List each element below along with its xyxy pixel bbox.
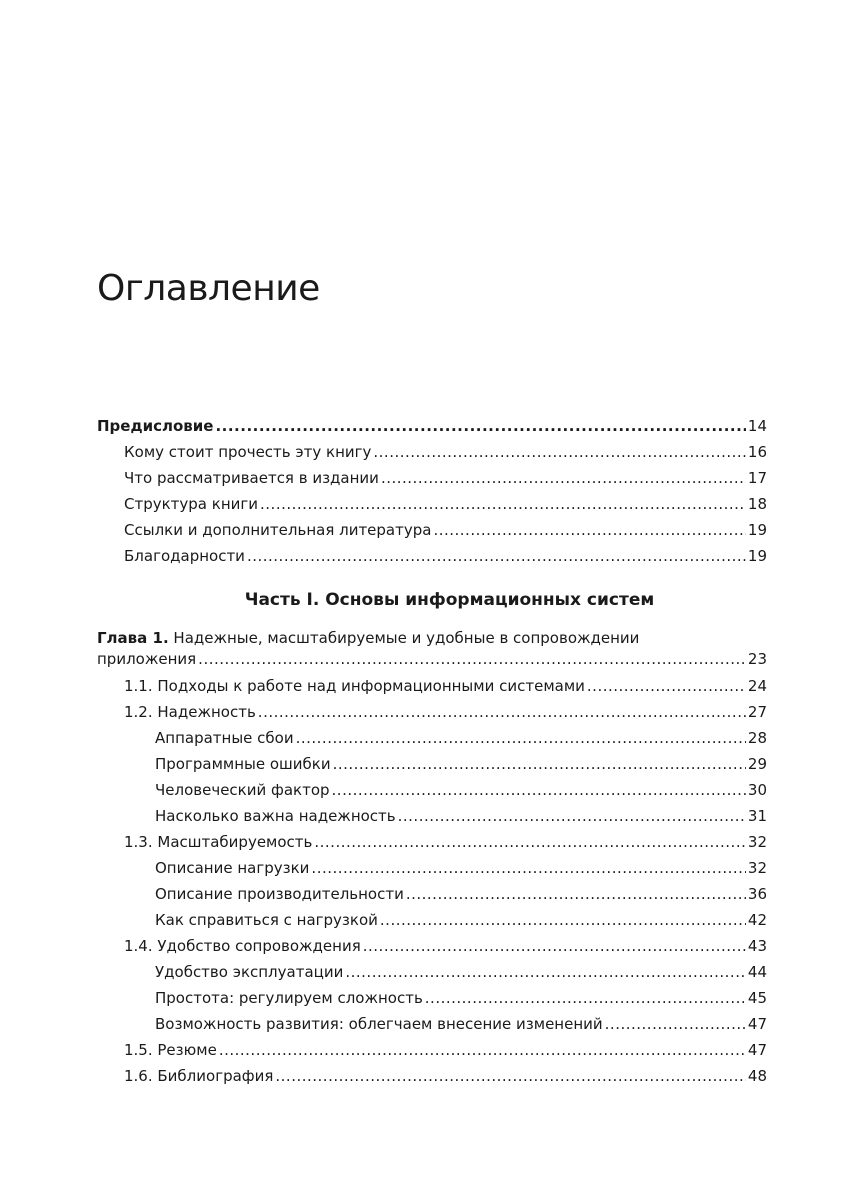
dot-leader bbox=[258, 699, 746, 725]
dot-leader bbox=[275, 1063, 746, 1089]
toc-entry-label: Простота: регулируем сложность bbox=[155, 985, 425, 1011]
toc-entry[interactable] bbox=[97, 673, 767, 699]
dot-leader bbox=[380, 907, 746, 933]
toc-entry[interactable] bbox=[97, 491, 767, 517]
toc-entry-label: 1.5. Резюме bbox=[124, 1037, 219, 1063]
toc-page-number: 42 bbox=[747, 911, 767, 929]
toc-entry[interactable] bbox=[97, 855, 767, 881]
toc-entry[interactable] bbox=[97, 543, 767, 569]
toc-entry-label: 1.2. Надежность bbox=[124, 699, 258, 725]
chapter-title-line2: приложения bbox=[97, 650, 197, 668]
toc-entry-chapter-1[interactable] bbox=[97, 627, 767, 673]
toc-entry[interactable] bbox=[97, 959, 767, 985]
dot-leader bbox=[260, 491, 746, 517]
dot-leader bbox=[433, 517, 745, 543]
toc-page-number: 30 bbox=[747, 781, 767, 799]
toc-page-number: 43 bbox=[747, 937, 767, 955]
toc-page-number: 31 bbox=[747, 807, 767, 825]
toc-page-number: 44 bbox=[747, 963, 767, 981]
dot-leader bbox=[296, 725, 746, 751]
toc-entry-label: Удобство эксплуатации bbox=[155, 959, 345, 985]
toc-page-number: 32 bbox=[747, 859, 767, 877]
toc-entry[interactable] bbox=[97, 751, 767, 777]
toc-entry-label: 1.1. Подходы к работе над информационными системами bbox=[124, 673, 587, 699]
toc-entry-label: Предисловие bbox=[97, 413, 215, 439]
toc-entry[interactable] bbox=[97, 907, 767, 933]
toc-page-number: 24 bbox=[747, 677, 767, 695]
toc-entry-label: Возможность развития: облегчаем внесение изменений bbox=[155, 1011, 605, 1037]
toc-page-number: 23 bbox=[747, 650, 767, 668]
toc-page-number: 47 bbox=[747, 1041, 767, 1059]
toc-entry-label: Что рассматривается в издании bbox=[124, 465, 381, 491]
toc-page-number: 29 bbox=[747, 755, 767, 773]
toc-entry-label: Насколько важна надежность bbox=[155, 803, 398, 829]
dot-leader bbox=[314, 829, 746, 855]
toc-page-number: 19 bbox=[747, 547, 767, 565]
toc-entry[interactable] bbox=[97, 439, 767, 465]
toc-entry[interactable] bbox=[97, 829, 767, 855]
table-of-contents bbox=[97, 413, 767, 1089]
toc-page-number: 48 bbox=[747, 1067, 767, 1085]
chapter-prefix: Глава 1. bbox=[97, 629, 169, 647]
dot-leader bbox=[381, 465, 746, 491]
dot-leader bbox=[198, 649, 746, 669]
dot-leader bbox=[587, 673, 746, 699]
dot-leader bbox=[363, 933, 746, 959]
dot-leader bbox=[345, 959, 746, 985]
toc-page-number: 14 bbox=[747, 417, 767, 435]
dot-leader bbox=[605, 1011, 746, 1037]
toc-entry[interactable] bbox=[97, 933, 767, 959]
toc-entry[interactable] bbox=[97, 803, 767, 829]
toc-entry[interactable] bbox=[97, 465, 767, 491]
part-heading: Часть I. Основы информационных систем bbox=[244, 590, 655, 610]
toc-entry[interactable] bbox=[97, 1011, 767, 1037]
toc-page-number: 18 bbox=[747, 495, 767, 513]
chapter-title-line1: Надежные, масштабируемые и удобные в сопровождении bbox=[168, 629, 640, 647]
toc-entry[interactable] bbox=[97, 777, 767, 803]
toc-page-number: 27 bbox=[747, 703, 767, 721]
dot-leader bbox=[425, 985, 746, 1011]
dot-leader bbox=[215, 413, 745, 439]
toc-entry-label: Структура книги bbox=[124, 491, 260, 517]
toc-page-number: 28 bbox=[747, 729, 767, 747]
dot-leader bbox=[406, 881, 746, 907]
toc-page-number: 47 bbox=[747, 1015, 767, 1033]
toc-entry-label: Как справиться с нагрузкой bbox=[155, 907, 380, 933]
toc-entry[interactable] bbox=[97, 1063, 767, 1089]
dot-leader bbox=[333, 751, 746, 777]
toc-entry-label: Программные ошибки bbox=[155, 751, 333, 777]
toc-entry[interactable] bbox=[97, 881, 767, 907]
toc-page-number: 16 bbox=[747, 443, 767, 461]
toc-page-number: 32 bbox=[747, 833, 767, 851]
toc-entry-label: Описание нагрузки bbox=[155, 855, 311, 881]
dot-leader bbox=[373, 439, 746, 465]
toc-entry-label: Благодарности bbox=[124, 543, 247, 569]
dot-leader bbox=[219, 1037, 746, 1063]
toc-entry[interactable] bbox=[97, 699, 767, 725]
toc-page-number: 45 bbox=[747, 989, 767, 1007]
toc-entry[interactable] bbox=[97, 985, 767, 1011]
toc-entry-label: Аппаратные сбои bbox=[155, 725, 296, 751]
dot-leader bbox=[247, 543, 746, 569]
toc-page-number: 19 bbox=[747, 521, 767, 539]
toc-entry-label: Кому стоит прочесть эту книгу bbox=[124, 439, 373, 465]
toc-entry-label: 1.3. Масштабируемость bbox=[124, 829, 314, 855]
dot-leader bbox=[332, 777, 746, 803]
toc-entry-label: 1.6. Библиография bbox=[124, 1063, 275, 1089]
toc-entry[interactable] bbox=[97, 1037, 767, 1063]
page-title: Оглавление bbox=[97, 268, 320, 309]
toc-page-number: 36 bbox=[747, 885, 767, 903]
toc-entry[interactable] bbox=[97, 517, 767, 543]
toc-entry-label: Человеческий фактор bbox=[155, 777, 332, 803]
toc-page-number: 17 bbox=[747, 469, 767, 487]
toc-entry-preface[interactable] bbox=[97, 413, 767, 439]
toc-entry[interactable] bbox=[97, 725, 767, 751]
toc-entry-label: Описание производительности bbox=[155, 881, 406, 907]
toc-entry-label: 1.4. Удобство сопровождения bbox=[124, 933, 363, 959]
dot-leader bbox=[398, 803, 746, 829]
toc-entry-label: Ссылки и дополнительная литература bbox=[124, 517, 433, 543]
dot-leader bbox=[311, 855, 745, 881]
